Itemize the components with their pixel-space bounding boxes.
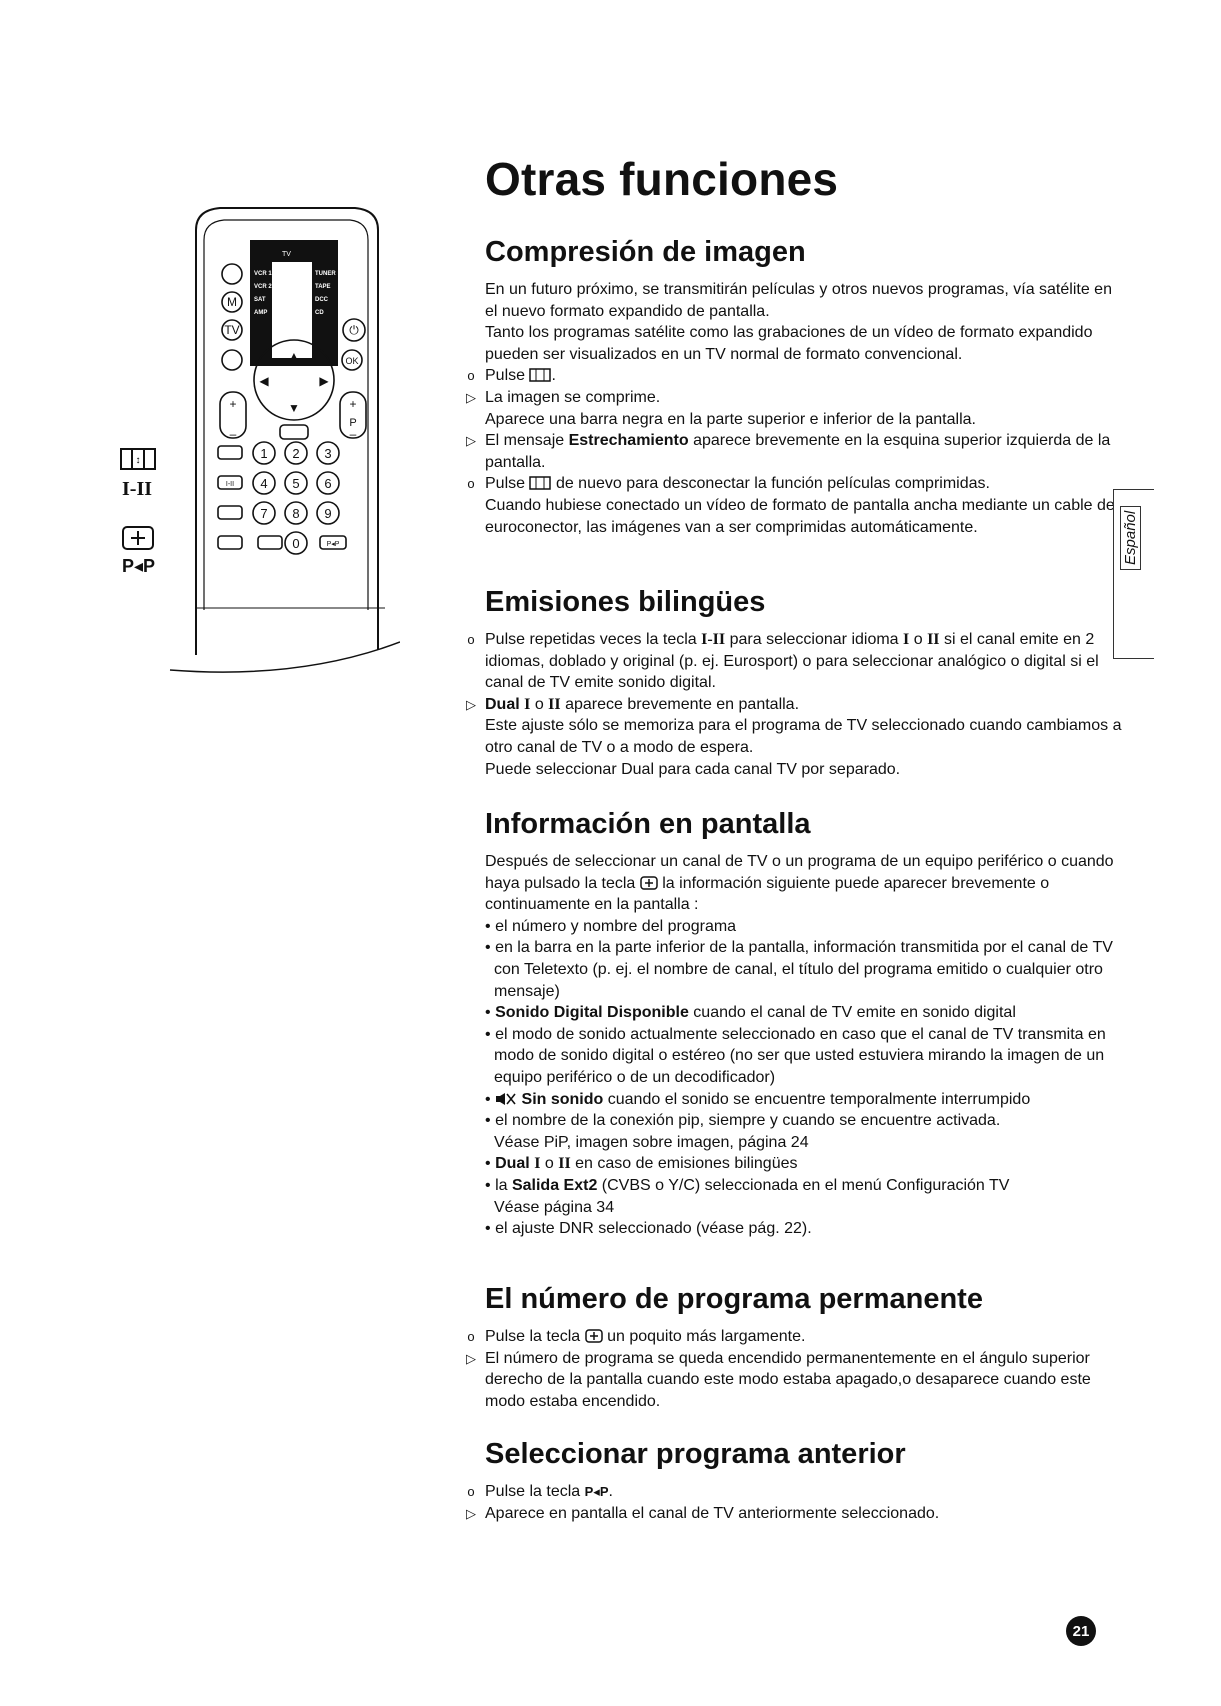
svg-text:⏻: ⏻ — [349, 323, 359, 337]
svg-text:+: + — [349, 397, 357, 411]
svg-text:VCR 2: VCR 2 — [254, 284, 272, 290]
list-item: • Sin sonido cuando el sonido se encuentre temporalmente interrumpido — [485, 1090, 1031, 1108]
svg-text:I-II: I-II — [225, 481, 235, 488]
result: ▷ El mensaje Estrechamiento aparece brevemente en la esquina superior izquierda de la pantalla. — [466, 432, 1111, 471]
svg-text:0: 0 — [292, 536, 300, 551]
step: o Pulse la tecla P◂P. — [467, 1483, 613, 1500]
paragraph: Véase PiP, imagen sobre imagen, página 24 — [494, 1133, 809, 1151]
svg-text:↕: ↕ — [135, 455, 141, 466]
svg-text:3: 3 — [324, 446, 332, 461]
paragraph: Aparece una barra negra en la parte superior e inferior de la pantalla. — [485, 410, 976, 428]
remote-control-illustration — [0, 200, 400, 680]
list-item: • la Salida Ext2 (CVBS o Y/C) seleccionada en el menú Configuración TV — [485, 1176, 1010, 1194]
svg-text:▶: ▶ — [319, 374, 329, 388]
list-item: • en la barra en la parte inferior de la pantalla, información transmitida por el canal de TV con Teletexto (p. ej. el nombre de canal, el título del programa emitido o cualquier otro mensaje) — [485, 939, 1113, 1000]
page-number: 21 — [1066, 1616, 1096, 1646]
paragraph: Cuando hubiese conectado un vídeo de formato de pantalla ancha mediante un cable de euroconector, las imágenes van a ser comprimidas automáticamente. — [485, 496, 1115, 536]
svg-text:SAT: SAT — [254, 297, 266, 303]
section-heading: El número de programa permanente — [485, 1283, 983, 1315]
result: ▷ Dual I o II aparece brevemente en pantalla. — [466, 695, 800, 713]
svg-text:P: P — [349, 417, 357, 429]
step: o Pulse . — [467, 367, 556, 385]
hand-curve — [170, 642, 400, 672]
result: ▷ El número de programa se queda encendido permanentemente en el ángulo superior derecho de la pantalla cuando este modo estaba apagado,o desaparece cuando este modo estaba encendido. — [466, 1349, 1091, 1410]
section-permanente — [465, 1283, 1125, 1412]
paragraph: Tanto los programas satélite como las grabaciones de un vídeo de formato expandido pueden ser visualizados en un TV normal de formato convencional. — [485, 324, 1093, 363]
svg-text:P◂P: P◂P — [326, 541, 340, 548]
svg-text:OK: OK — [345, 356, 359, 366]
svg-text:9: 9 — [324, 506, 332, 521]
section-heading: Seleccionar programa anterior — [485, 1438, 906, 1470]
paragraph: Este ajuste sólo se memoriza para el programa de TV seleccionado cuando cambiamos a otro canal de TV o a modo de espera. — [485, 717, 1122, 756]
section-compresion — [465, 236, 1125, 538]
language-tab: Español — [1113, 489, 1154, 659]
step: o Pulse de nuevo para desconectar la función películas comprimidas. — [467, 475, 990, 493]
svg-text:TAPE: TAPE — [315, 284, 331, 290]
svg-text:DCC: DCC — [315, 297, 328, 303]
step: o Pulse la tecla un poquito más largamente. — [467, 1328, 806, 1345]
section-anterior — [465, 1438, 1125, 1524]
step: o Pulse repetidas veces la tecla I-II para seleccionar idioma I o II si el canal emite en 2 idiomas, doblado y original (p. ej. Eurosport) o para seleccionar analógico o digital si el canal de TV emite sonido digital. — [467, 631, 1099, 692]
section-bilingues — [465, 586, 1125, 780]
svg-text:TUNER: TUNER — [315, 271, 336, 277]
paragraph: Véase página 34 — [494, 1198, 615, 1216]
compress-key-icon — [529, 476, 551, 490]
section-heading: Emisiones bilingües — [485, 586, 766, 618]
svg-text:◀: ◀ — [259, 374, 269, 388]
result: ▷ Aparece en pantalla el canal de TV anteriormente seleccionado. — [466, 1504, 940, 1522]
list-item: • el nombre de la conexión pip, siempre y cuando se encuentre activada. — [485, 1112, 1001, 1130]
svg-text:–: – — [229, 427, 237, 441]
svg-text:▼: ▼ — [288, 401, 300, 415]
pp-key-label: P◂P — [122, 556, 156, 576]
section-heading: Compresión de imagen — [485, 236, 806, 268]
svg-text:VCR 1: VCR 1 — [254, 271, 272, 277]
result: ▷ La imagen se comprime. — [466, 388, 661, 406]
info-key-icon — [585, 1329, 603, 1343]
paragraph: En un futuro próximo, se transmitirán películas y otros nuevos programas, vía satélite en el nuevo formato expandido de pantalla. — [485, 281, 1112, 320]
compress-icon — [120, 448, 156, 470]
list-item: • el número y nombre del programa — [485, 917, 737, 935]
svg-text:7: 7 — [260, 506, 268, 521]
svg-text:TV: TV — [224, 323, 240, 337]
svg-text:2: 2 — [292, 446, 300, 461]
dual-key-label: I-II — [122, 478, 153, 500]
svg-text:+: + — [229, 397, 237, 411]
list-item: • Sonido Digital Disponible cuando el canal de TV emite en sonido digital — [485, 1004, 1016, 1022]
list-item: • el modo de sonido actualmente seleccionado en caso que el canal de TV transmita en modo de sonido digital o estéreo (no ser que usted estuviera mirando la imagen de un equipo periférico o de un decodificador) — [485, 1025, 1106, 1086]
svg-text:1: 1 — [260, 446, 268, 461]
svg-text:8: 8 — [292, 506, 300, 521]
svg-text:–: – — [349, 427, 357, 441]
svg-text:CD: CD — [315, 310, 324, 316]
compress-key-icon — [529, 368, 551, 382]
section-informacion — [465, 808, 1125, 1240]
mute-icon — [495, 1092, 517, 1106]
svg-text:6: 6 — [324, 476, 332, 491]
paragraph: Puede seleccionar Dual para cada canal TV por separado. — [485, 760, 901, 778]
page-title: Otras funciones — [485, 153, 839, 205]
svg-text:M: M — [227, 295, 237, 309]
list-item: • Dual I o II en caso de emisiones bilingües — [485, 1155, 798, 1173]
list-item: • el ajuste DNR seleccionado (véase pág. 22). — [485, 1220, 812, 1238]
svg-text:▲: ▲ — [288, 349, 300, 363]
info-key-icon — [640, 876, 658, 890]
info-key-icon — [122, 526, 154, 550]
svg-text:5: 5 — [292, 476, 300, 491]
svg-text:4: 4 — [260, 476, 268, 491]
paragraph: Después de seleccionar un canal de TV o un programa de un equipo periférico o cuando haya pulsado la tecla la información siguiente puede aparecer brevemente o continuamente en la pantalla : — [485, 853, 1114, 914]
svg-text:AMP: AMP — [254, 310, 268, 316]
section-heading: Información en pantalla — [485, 808, 811, 840]
svg-text:TV: TV — [282, 251, 291, 258]
